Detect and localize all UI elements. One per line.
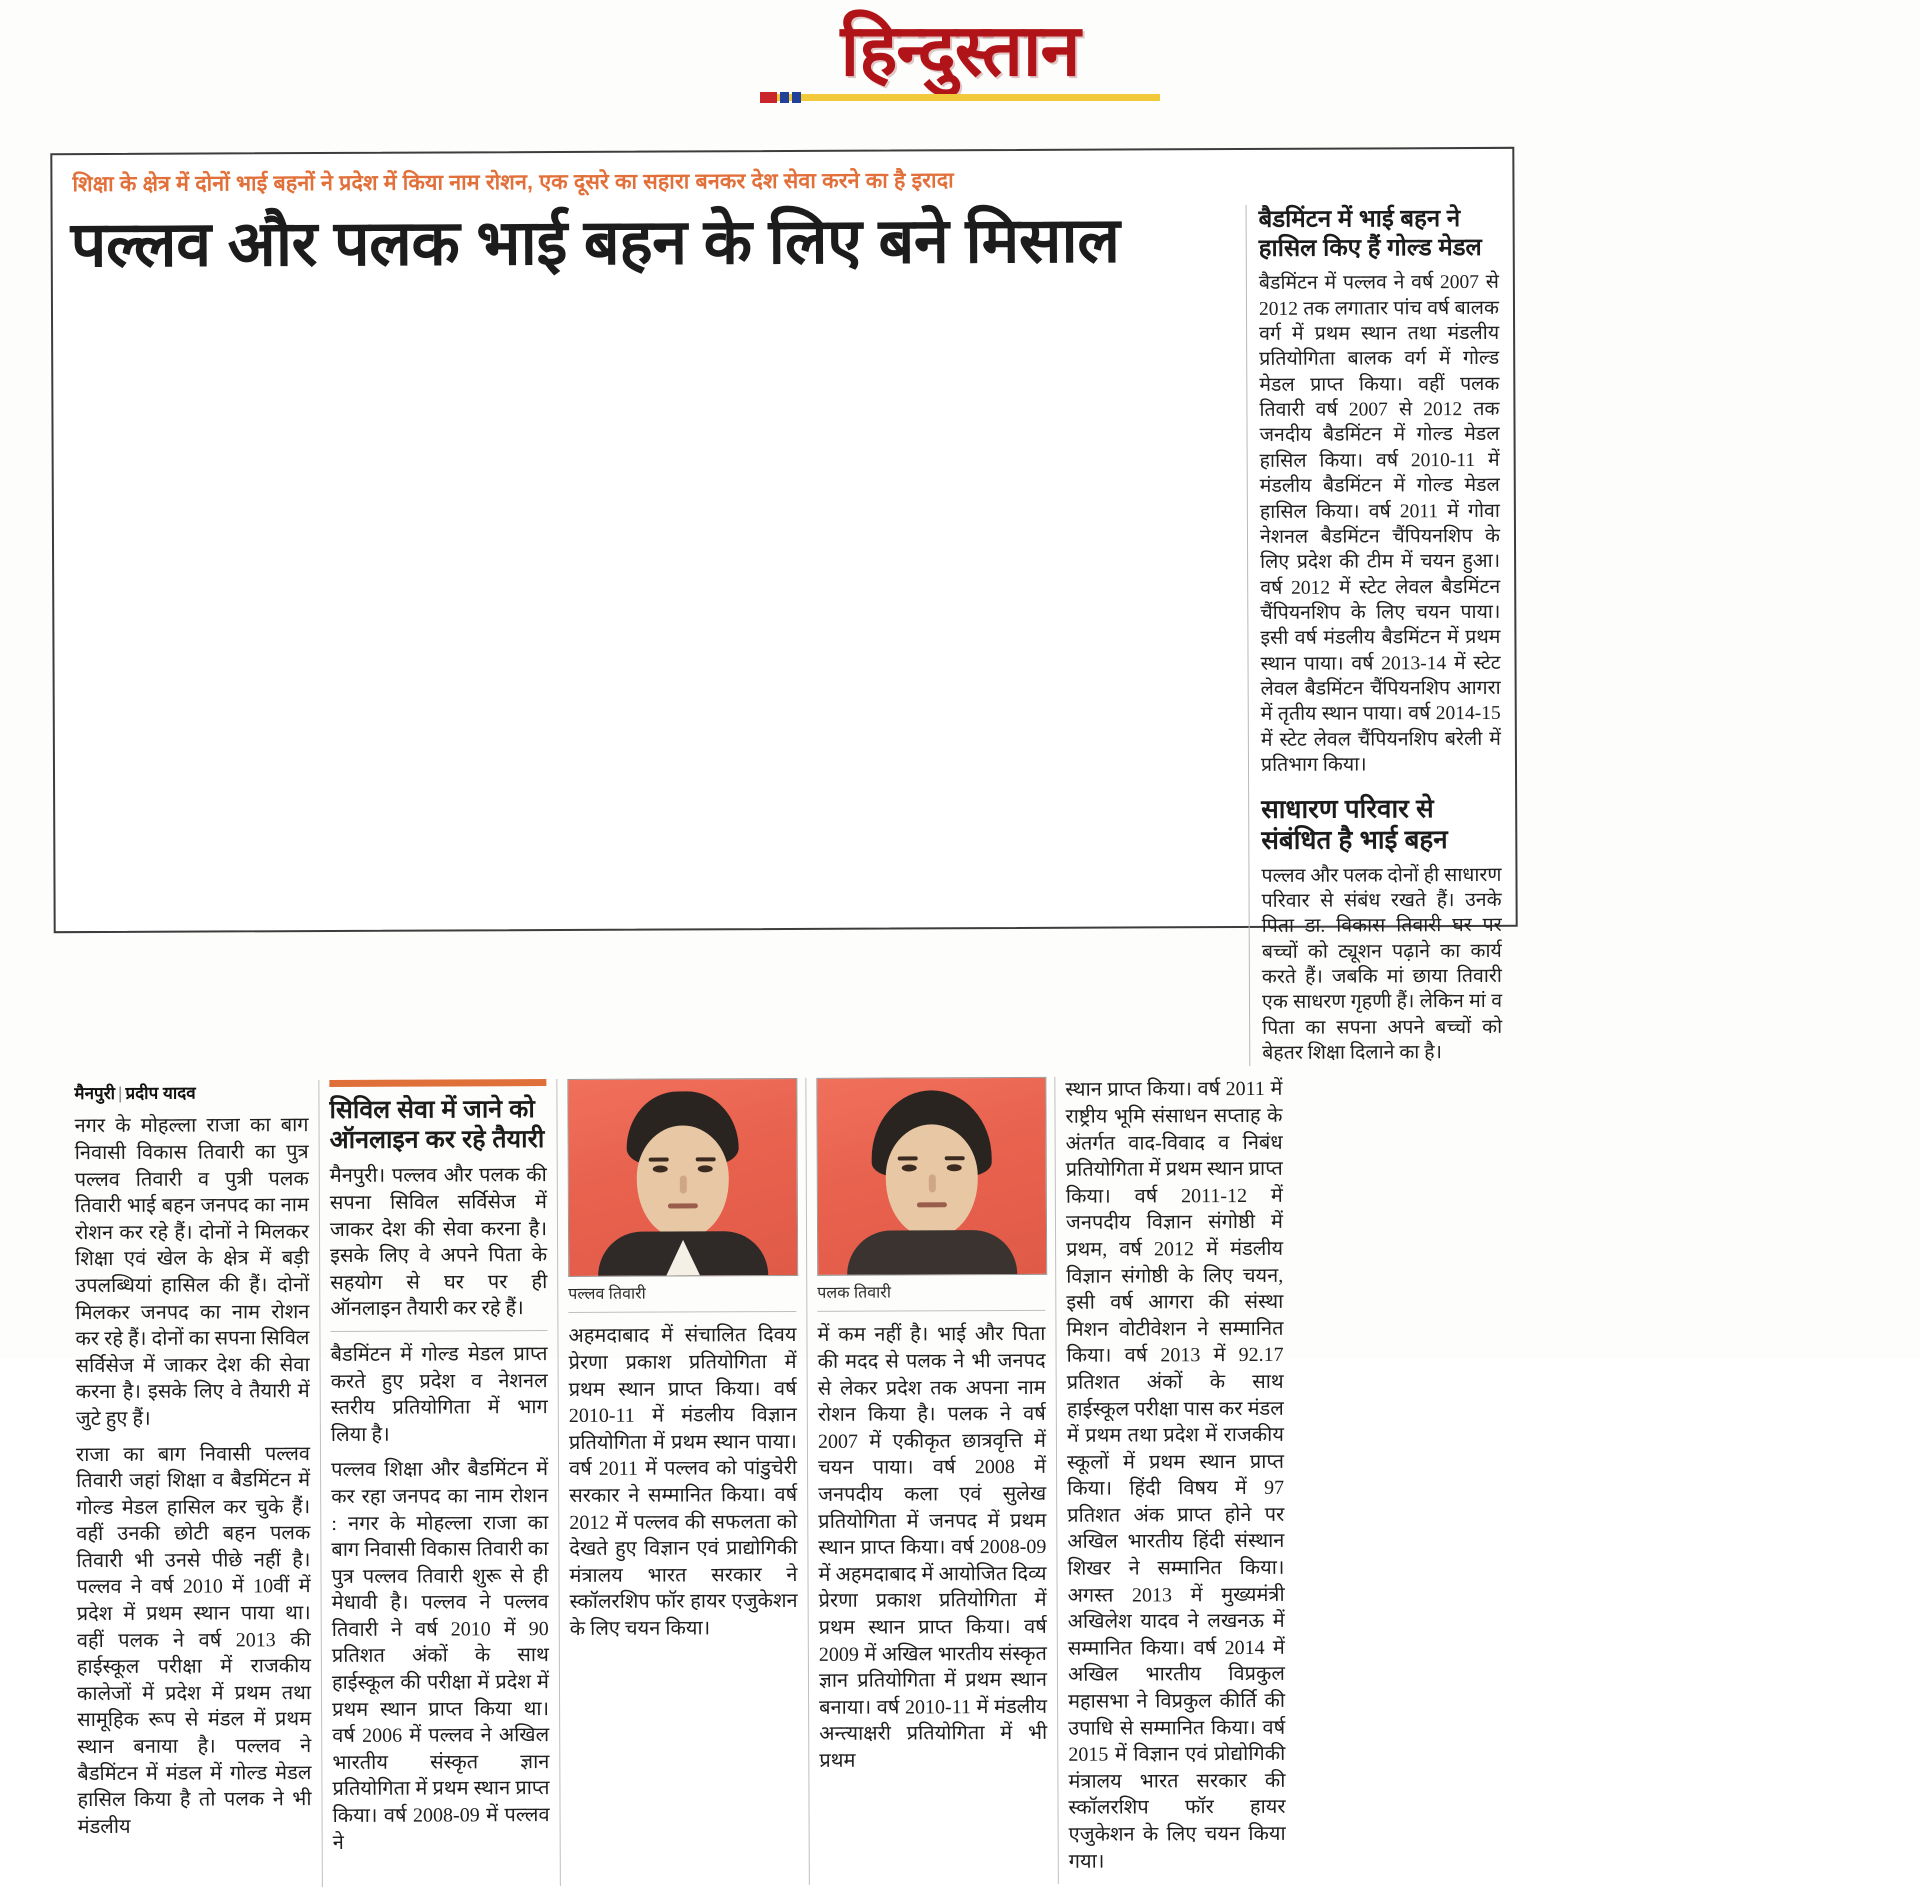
body-column-1 xyxy=(70,1080,322,1888)
photo-cell-palak xyxy=(816,1077,1045,1303)
photo-brow-left xyxy=(898,1157,918,1161)
article-headline: पल्लव और पलक भाई बहन के लिए बने मिसाल xyxy=(70,205,1120,280)
headline-row xyxy=(67,204,1503,1072)
byline-author: प्रदीप यादव xyxy=(125,1083,196,1104)
body-column-2 xyxy=(318,1079,560,1887)
column-divider xyxy=(330,1330,547,1332)
masthead-red-bar xyxy=(760,92,777,103)
paragraph: अहमदाबाद में संचालित दिवय प्रेरणा प्रकाश प्रतियोगिता में प्रथम स्थान प्राप्त किया। वर्ष 2010-11 में मंडलीय विज्ञान प्रतियोगिता में प्रथम स्थान पाया। वर्ष 2011 में पल्लव को पांडुचेरी सरकार ने सम्मानित किया। वर्ष 2012 में पल्लव की सफलता को देखते हुए विज्ञान एवं प्राद्योगिकी मंत्रालय भारत सरकार ने स्कॉलरशिप फॉर हायर एजुकेशन के लिए चयन किया। xyxy=(568,1324,798,1640)
sidebar-heading-family: साधारण परिवार से संबंधित है भाई बहन xyxy=(1261,793,1448,855)
photo-palak xyxy=(816,1077,1047,1276)
photo-brow-right xyxy=(945,1157,965,1161)
photo-cell-pallav xyxy=(567,1078,796,1304)
masthead-blue-bar-1 xyxy=(780,92,789,103)
sidebar-heading-badminton: बैडमिंटन में भाई बहन ने हासिल किए हैं गोल्ड मेडल xyxy=(1258,204,1482,263)
paragraph: स्थान प्राप्त किया। वर्ष 2011 में राष्ट्रीय भूमि संसाधन सप्ताह के अंतर्गत वाद-विवाद व निबंध प्रतियोगिता में प्रथम स्थान प्राप्त किया। वर्ष 2011-12 में जनपदीय विज्ञान संगोष्ठी में प्रथम, वर्ष 2012 में मंडलीय विज्ञान संगोष्ठी के लिए चयन, इसी वर्ष आगरा की संस्था मिशन वोटीवेशन ने सम्मानित किया। वर्ष 2013 में 92.17 प्रतिशत अंकों के साथ हाईस्कूल परीक्षा पास कर मंडल में प्रथम तथा प्रदेश में राजकीय स्कूलों में प्रथम स्थान प्राप्त किया। हिंदी विषय में 97 प्रतिशत अंक प्राप्त होने पर अखिल भारतीय हिंदी संस्थान शिखर ने सम्मानित किया। अगस्त 2013 में मुख्यमंत्री अखिलेश यादव ने लखनऊ में सम्मानित किया। वर्ष 2014 में अखिल भारतीय विप्रकुल महासभा ने विप्रकुल कीर्ति की उपाधि से सम्मानित किया। वर्ष 2015 में विज्ञान एवं प्रोद्योगिकी मंत्रालय भारत सरकार की स्कॉलरशिप फॉर हायर एजुकेशन के लिए चयन किया गया। xyxy=(1065,1078,1286,1873)
article-body-grid xyxy=(70,1075,1506,1888)
column-divider xyxy=(817,1310,1045,1312)
photo-caption-palak: पलक तिवारी xyxy=(817,1284,891,1303)
paragraph: पल्लव शिक्षा और बैडमिंटन में कर रहा जनपद का नाम रोशन : नगर के मोहल्ला राजा का बाग निवासी विकास तिवारी का पुत्र पल्लव तिवारी शुरू से ही मेधावी है। पल्लव ने पल्लव तिवारी ने वर्ष 2010 में 90 प्रतिशत अंकों के साथ हाईस्कूल की परीक्षा में प्रदेश में प्रथम स्थान प्राप्त किया था। वर्ष 2006 में पल्लव ने अखिल भारतीय संस्कृत ज्ञान प्रतियोगिता में प्रथम स्थान प्राप्त किया। वर्ष 2008-09 में पल्लव ने xyxy=(331,1458,550,1854)
pullbox-civil-services xyxy=(329,1079,547,1323)
photo-nose xyxy=(929,1175,936,1193)
masthead xyxy=(0,11,1920,103)
masthead-blue-bar-2 xyxy=(792,92,801,103)
photo-nose xyxy=(680,1176,687,1194)
photo-mouth xyxy=(668,1204,698,1209)
paragraph: में कम नहीं है। भाई और पिता की मदद से पलक ने भी जनपद से लेकर प्रदेश तक अपना नाम रोशन किया है। पलक ने वर्ष 2007 में एकीकृत छात्रवृत्ति में चयन पाया। वर्ष 2008 में जनपदीय कला एवं सुलेख प्रतियोगिता में जनपद में प्रथम स्थान प्राप्त किया। वर्ष 2008-09 में अहमदाबाद में आयोजित दिव्य प्रेरणा प्रकाश प्रतियोगिता में प्रथम स्थान प्राप्त किया। वर्ष 2009 में अखिल भारतीय संस्कृत ज्ञान प्रतियोगिता में प्रथम स्थान बनाया। वर्ष 2010-11 में मंडलीय अन्त्याक्षरी प्रतियोगिता में भी प्रथम xyxy=(817,1323,1048,1772)
pullbox-body: मैनपुरी। पल्लव और पलक की सपना सिविल सर्विसेज में जाकर देश की सेवा करना है। इसके लिए वे अपने पिता के सहयोग से घर पर ही ऑनलाइन तैयारी कर रहे हैं। xyxy=(329,1164,548,1321)
photo-brow-left xyxy=(649,1158,669,1162)
photo-torso xyxy=(847,1230,1017,1275)
photo-mouth xyxy=(917,1203,947,1208)
paragraph: राजा का बाग निवासी पल्लव तिवारी जहां शिक्षा व बैडमिंटन में गोल्ड मेडल हासिल कर चुके हैं। वहीं उनकी छोटी बहन पलक तिवारी भी उनसे पीछे नहीं है। पल्लव ने वर्ष 2010 में 10वीं में प्रदेश में प्रथम स्थान पाया था। वहीं पलक ने वर्ष 2013 की हाईस्कूल परीक्षा में राजकीय कालेजों में प्रदेश में प्रथम तथा सामूहिक रूप से मंडल में प्रथम स्थान बनाया है। पल्लव ने बैडमिंटन में मंडल में गोल्ड मेडल हासिल किया है तो पलक ने भी मंडलीय xyxy=(75,1442,312,1838)
photo-brow-right xyxy=(696,1158,716,1162)
photo-pallav xyxy=(567,1078,798,1277)
body-column-5 xyxy=(1054,1076,1296,1884)
byline-place: मैनपुरी xyxy=(74,1084,116,1104)
byline-separator: | xyxy=(117,1084,123,1104)
masthead-color-rule xyxy=(760,92,1160,103)
sidebar-body-badminton: बैडमिंटन में पल्लव ने वर्ष 2007 से 2012 तक लगातार पांच वर्ष बालक वर्ग में प्रथम स्थान तथा मंडलीय प्रतियोगिता बालक वर्ग में गोल्ड मेडल प्राप्त किया। वहीं पलक तिवारी वर्ष 2007 से 2012 तक जनदीय बैडमिंटन में गोल्ड मेडल हासिल किया। वर्ष 2010-11 में मंडलीय बैडमिंटन में गोल्ड मेडल हासिल किया। वर्ष 2011 में गोवा नेशनल बैडमिंटन चैंपियनशिप के लिए प्रदेश की टीम में चयन हुआ। वर्ष 2012 में स्टेट लेवल बैडमिंटन चैंपियनशिप के लिए चयन पाया। इसी वर्ष मंडलीय बैडमिंटन में प्रथम स्थान पाया। वर्ष 2013-14 में स्टेट लेवल बैडमिंटन चैंपियनशिप आगरा में तृतीय स्थान पाया। वर्ष 2014-15 में स्टेट लेवल चैंपियनशिप बरेली में प्रतिभाग किया। xyxy=(1258,272,1501,776)
article-kicker: शिक्षा के क्षेत्र में दोनों भाई बहनों ने प्रदेश में किया नाम रोशन, एक दूसरे का सहारा बनकर देश सेवा करने का है इरादा xyxy=(72,168,954,197)
article-clipping-frame xyxy=(50,147,1517,1873)
paragraph: बैडमिंटन में गोल्ड मेडल प्राप्त करते हुए प्रदेश व नेशनल स्तरीय प्रतियोगिता में भाग लिया है। xyxy=(330,1342,548,1446)
masthead-logo: हिन्दुस्तान xyxy=(840,11,1080,91)
body-column-4 xyxy=(805,1077,1058,1885)
column-divider xyxy=(568,1311,796,1313)
masthead-yellow-bar xyxy=(760,94,1160,101)
sidebar-body-family: पल्लव और पलक दोनों ही साधारण परिवार से संबंध रखते हैं। उनके पिता डा. विकास तिवारी घर पर बच्चों को ट्यूशन पढ़ाने का कार्य करते हैं। जबकि मां छाया तिवारी एक साधरण गृहणी हैं। लेकिन मां व पिता का सपना अपने बच्चों को बेहतर शिक्षा दिलाने का है। xyxy=(1261,864,1503,1064)
byline xyxy=(74,1080,308,1104)
pullbox-heading: सिविल सेवा में जाने को ऑनलाइन कर रहे तैयारी xyxy=(329,1095,545,1155)
body-column-3 xyxy=(556,1078,809,1886)
paragraph: नगर के मोहल्ला राजा का बाग निवासी विकास तिवारी का पुत्र पल्लव तिवारी व पुत्री पलक तिवारी भाई बहन जनपद का नाम रोशन कर रहे हैं। दोनों ने मिलकर शिक्षा एवं खेल के क्षेत्र में बड़ी उपलब्धियां हासिल की हैं। दोनों मिलकर जनपद का नाम रोशन कर रहे हैं। दोनों का सपना सिविल सर्विसेज में जाकर देश की सेवा करना है। इसके लिए वे तैयारी में जुटे हुए हैं। xyxy=(74,1114,310,1431)
sidebar-column xyxy=(1246,204,1503,1067)
photo-caption-pallav: पल्लव तिवारी xyxy=(568,1285,646,1304)
